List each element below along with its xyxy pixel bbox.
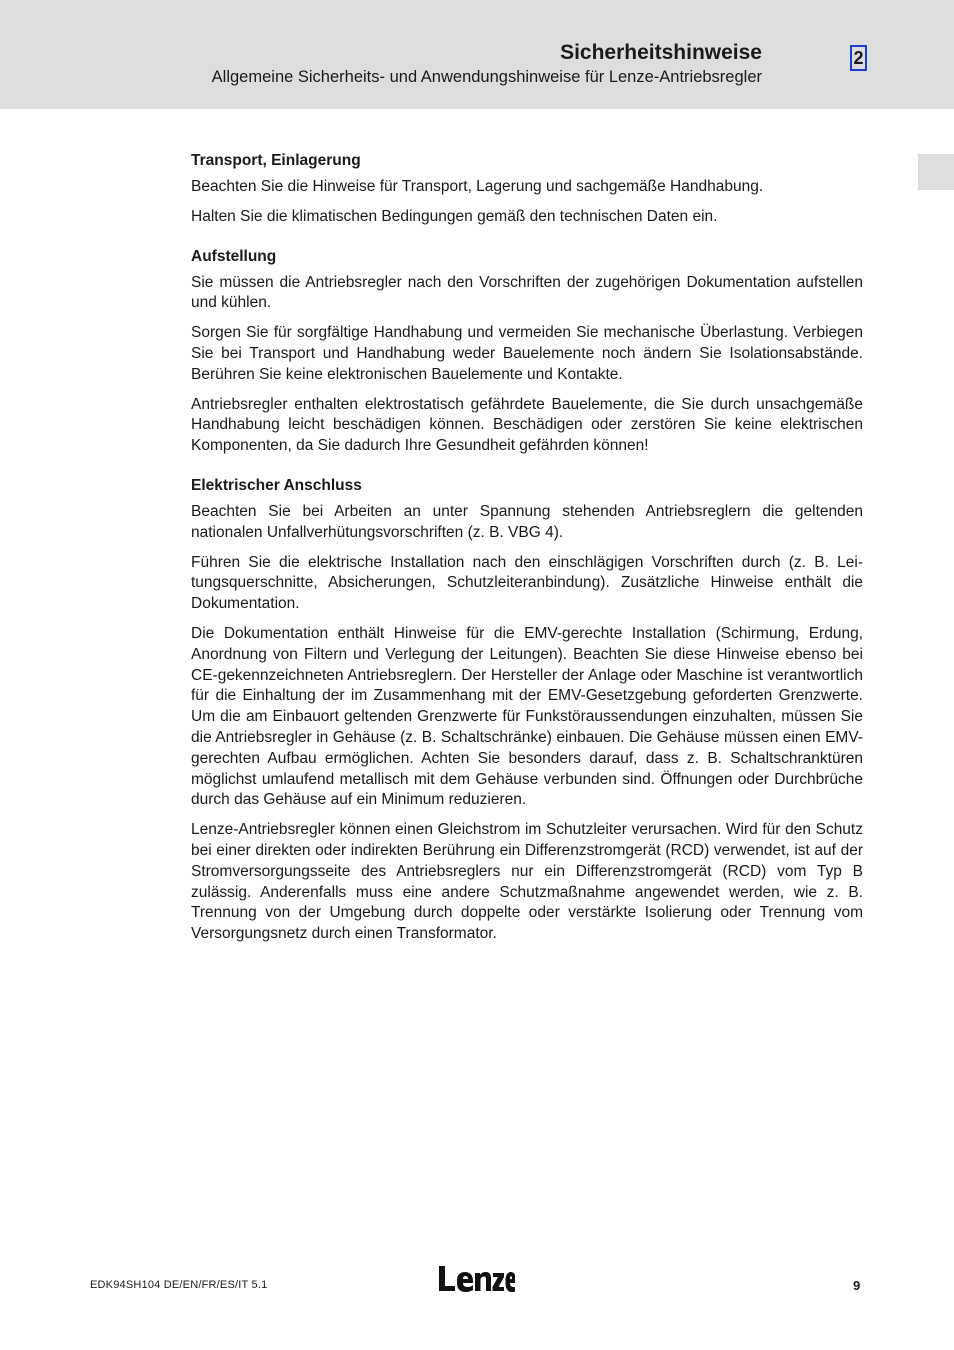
lenze-logo <box>437 1262 515 1298</box>
page-number: 9 <box>853 1278 861 1293</box>
paragraph: Führen Sie die elektrische Installation nach den einschlägigen Vorschriften durch (z. B. Leitungsquerschnitte, Absicherungen, Schutzleiteranbindung). Zusätzliche Hinweise enthält die Dokumentation. <box>191 553 863 613</box>
paragraph: Halten Sie die klimatischen Bedingungen gemäß den technischen Daten ein. <box>191 207 718 225</box>
paragraph: Beachten Sie die Hinweise für Transport, Lagerung und sachgemäße Handhabung. <box>191 178 764 195</box>
paragraph: Antriebsregler enthalten elektrostatisch gefährdete Bauelemente, die Sie durch unsachgemäße Handhabung leicht beschädigen können. Beschädigen oder zerstören Sie keine elektrischen Komponenten, da Sie dadurch Ihre Gesundheit gefährden können! <box>191 395 863 455</box>
main-content <box>191 150 863 945</box>
header-band <box>0 0 954 109</box>
document-id: EDK94SH104 DE/EN/FR/ES/IT 5.1 <box>90 1279 268 1291</box>
chapter-number-link[interactable]: 2 <box>850 45 867 71</box>
section-transport <box>191 150 863 228</box>
page-title: Sicherheitshinweise <box>560 41 762 64</box>
paragraph: Sorgen Sie für sorgfältige Handhabung und vermeiden Sie mechanische Überlastung. Verbiegen Sie bei Transport und Handhabung weder Bauelemente noch ändern Sie Isolationsabstände. Berühren Sie keine elektronischen Bauelemente und Kontakte. <box>191 324 863 383</box>
section-heading: Transport, Einlagerung <box>191 152 361 169</box>
section-elektrischer-anschluss <box>191 475 863 945</box>
page-subtitle: Allgemeine Sicherheits- und Anwendungshinweise für Lenze-Antriebsregler <box>211 68 762 86</box>
side-tab-marker <box>918 154 954 190</box>
section-aufstellung <box>191 246 863 457</box>
paragraph: Beachten Sie bei Arbeiten an unter Spannung stehenden Antriebsreglern die geltenden nationalen Unfallverhütungsvorschriften (z. B. VBG 4). <box>191 502 863 541</box>
paragraph: Die Dokumentation enthält Hinweise für die EMV-gerechte Installation (Schirmung, Erdung, Anordnung von Filtern und Verlegung der Leitungen). Beachten Sie diese Hinweise ebenso bei CE-gekennzeichneten Antriebsreglern. Der Hersteller der Anlage oder Maschine ist verantwortlich für die Einhaltung der im Zusammenhang mit der EMV-Gesetzgebung geforderten Grenzwerte. Um die am Einbauort geltenden Grenzwerte für Funkstöraussendungen einzuhalten, müssen Sie die Antriebsregler in Gehäuse (z. B. Schaltschränke) einbauen. Die Gehäuse müssen einen EMV-gerechten Aufbau ermöglichen. Achten Sie besonders darauf, dass z. B. Schaltschranktüren möglichst umlaufend metallisch mit dem Gehäuse verbunden sind. Öffnungen oder Durchbrüche durch das Gehäuse auf ein Minimum reduzieren. <box>191 624 863 809</box>
section-heading: Elektrischer Anschluss <box>191 476 362 494</box>
section-heading: Aufstellung <box>191 247 277 265</box>
paragraph: Lenze-Antriebsregler können einen Gleichstrom im Schutzleiter verursachen. Wird für den Schutz bei einer direkten oder indirekten Berührung ein Differenzstromgerät (RCD) verwendet, ist auf der Stromversorgungsseite des Antriebsreglers nur ein Differenzstromgerät (RCD) vom Typ B zulässig. Anderenfalls muss eine andere Schutzmaßnahme angewendet werden, wie z. B. Trennung von der Umgebung durch doppelte oder verstärkte Isolierung oder Trennung vom Versorgungsnetz durch einen Transformator. <box>191 821 863 943</box>
paragraph: Sie müssen die Antriebsregler nach den Vorschriften der zugehörigen Dokumentation aufstellen und kühlen. <box>191 273 863 312</box>
